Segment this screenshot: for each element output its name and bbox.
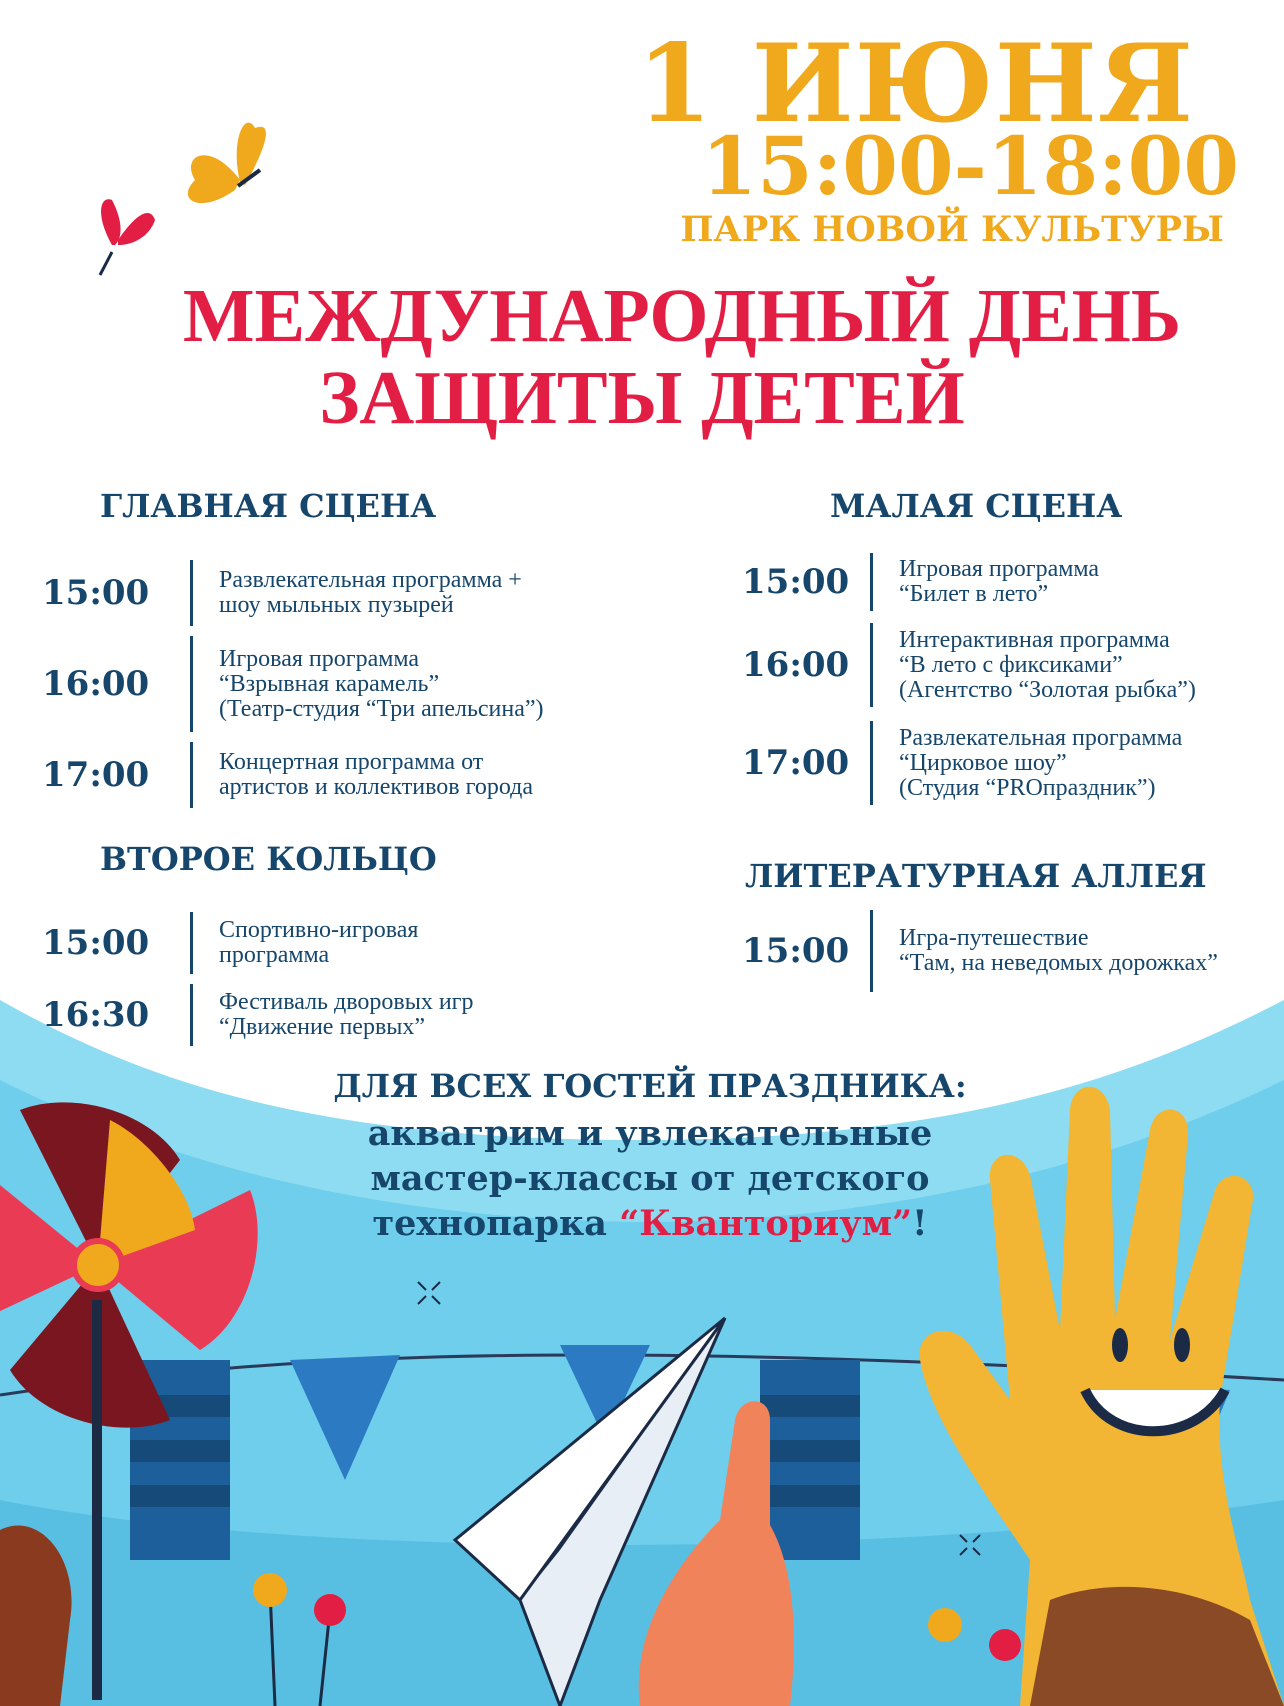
schedule-time: 15:00	[42, 573, 150, 613]
butterfly-orange-icon	[188, 123, 266, 203]
schedule-row	[742, 553, 1196, 611]
schedule-time: 15:00	[742, 931, 850, 971]
small-stage-heading: МАЛАЯ СЦЕНА	[830, 487, 1123, 525]
guests-announcement	[200, 1067, 1100, 1244]
schedule-row	[42, 742, 544, 808]
schedule-time: 17:00	[742, 743, 850, 783]
schedule-row	[42, 636, 544, 732]
schedule-description: Интерактивная программа “В лето с фиксиками” (Агентство “Золотая рыбка”)	[899, 626, 1196, 703]
small-stage-schedule	[742, 553, 1196, 805]
literary-alley-schedule	[742, 910, 1218, 992]
divider	[870, 910, 873, 992]
guests-line: аквагрим и увлекательные	[367, 1113, 933, 1154]
event-date: 1 ИЮНЯ	[636, 21, 1194, 147]
schedule-row	[42, 912, 474, 974]
divider	[190, 560, 193, 626]
guests-heading: ДЛЯ ВСЕХ ГОСТЕЙ ПРАЗДНИКА:	[333, 1067, 967, 1105]
guests-line: технопарка “Кванториум”!	[372, 1203, 928, 1244]
schedule-time: 16:00	[42, 664, 150, 704]
schedule-description: Развлекательная программа “Цирковое шоу” (Студия “PROпраздник”)	[899, 724, 1183, 801]
butterfly-red-icon	[100, 199, 155, 275]
schedule-description: Игровая программа “Взрывная карамель” (Театр-студия “Три апельсина”)	[219, 645, 544, 722]
schedule-row	[742, 623, 1196, 707]
schedule-description: Фестиваль дворовых игр “Движение первых”	[219, 989, 474, 1040]
event-title-line1: МЕЖДУНАРОДНЫЙ ДЕНЬ	[182, 274, 1182, 358]
divider	[870, 721, 873, 805]
second-ring-heading: ВТОРОЕ КОЛЬЦО	[100, 840, 437, 878]
schedule-description: Игра-путешествие “Там, на неведомых дорожках”	[899, 925, 1218, 976]
event-venue: ПАРК НОВОЙ КУЛЬТУРЫ	[680, 209, 1224, 250]
divider	[190, 742, 193, 808]
schedule-time: 17:00	[42, 755, 150, 795]
main-stage-schedule	[42, 560, 544, 808]
schedule-description: Игровая программа “Билет в лето”	[899, 556, 1100, 607]
schedule-row	[42, 560, 544, 626]
divider	[870, 553, 873, 611]
literary-alley-heading: ЛИТЕРАТУРНАЯ АЛЛЕЯ	[745, 857, 1207, 895]
kvantorium-highlight: “Кванториум”	[619, 1203, 913, 1244]
event-time: 15:00-18:00	[701, 119, 1239, 213]
schedule-row	[42, 984, 474, 1046]
schedule-time: 15:00	[42, 923, 150, 963]
event-title-line2: ЗАЩИТЫ ДЕТЕЙ	[319, 356, 965, 440]
schedule-description: Концертная программа от артистов и коллективов города	[219, 749, 533, 800]
divider	[190, 984, 193, 1046]
schedule-row	[742, 910, 1218, 992]
schedule-row	[742, 721, 1196, 805]
schedule-time: 16:00	[742, 645, 850, 685]
schedule-description: Спортивно-игровая программа	[219, 917, 419, 968]
second-ring-schedule	[42, 912, 474, 1046]
divider	[190, 912, 193, 974]
schedule-description: Развлекательная программа + шоу мыльных пузырей	[219, 567, 522, 618]
schedule-time: 16:30	[42, 995, 150, 1035]
divider	[190, 636, 193, 732]
main-stage-heading: ГЛАВНАЯ СЦЕНА	[100, 487, 437, 525]
guests-line: мастер-классы от детского	[370, 1158, 930, 1199]
schedule-time: 15:00	[742, 562, 850, 602]
divider	[870, 623, 873, 707]
